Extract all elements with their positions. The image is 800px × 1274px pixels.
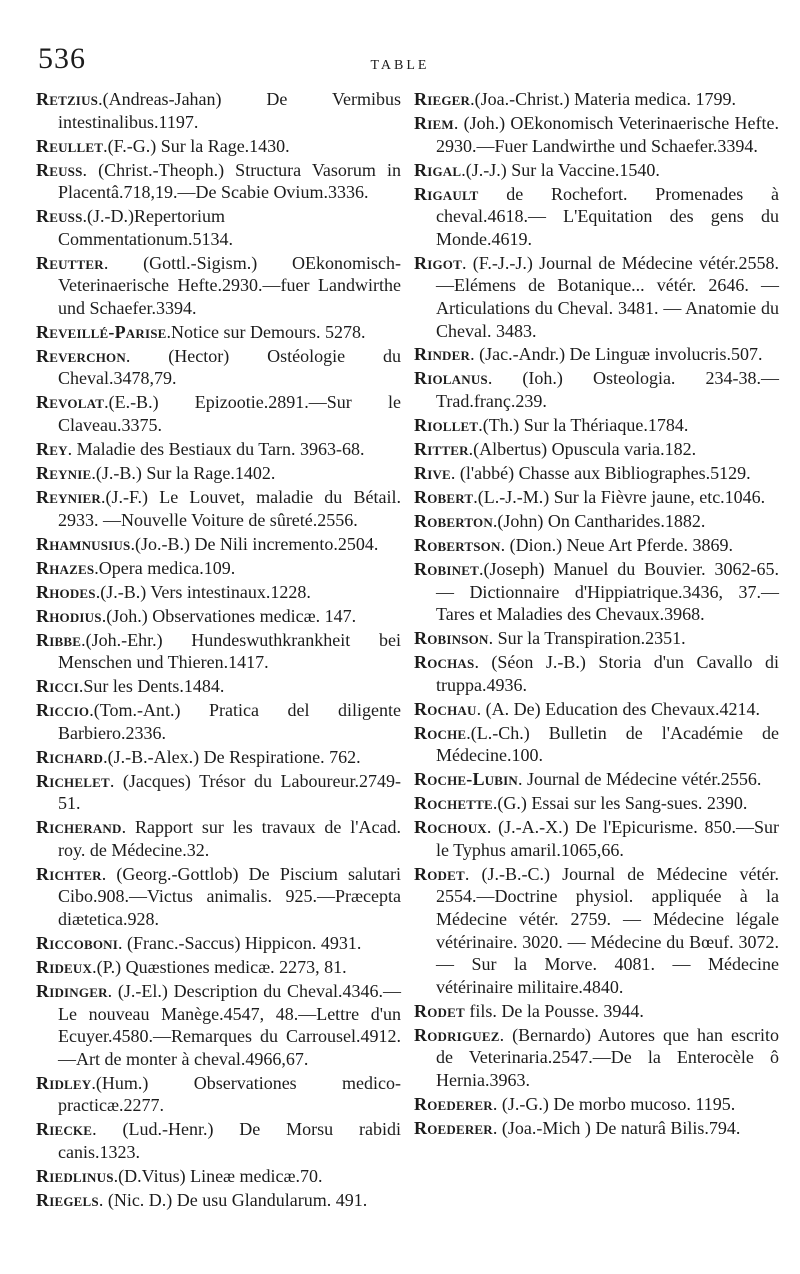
index-entry [414,112,779,157]
entry-text: . (F.-J.-J.) Journal de Médecine vétér.2558.—Elémens de Botanique... vétér. 2646. —Articulations du Cheval. 3481. — Anatomie du Cheval. 3483. [436,252,779,341]
entry-text: .(E.-B.) Epizootie.2891.—Sur le Claveau.3375. [58,392,401,436]
entry-name: Rodriguez [414,1024,500,1045]
index-entry [36,557,401,580]
entry-text: .(Albertus) Opuscula varia.182. [468,439,697,460]
index-entry [36,932,401,955]
entry-text: . (Joh.) OEkonomisch Veterinaerische Hefte. 2930.—Fuer Landwirthe und Schaefer.3394. [436,112,779,156]
entry-name: Roederer [414,1093,493,1114]
entry-text: . (Hector) Ostéologie du Cheval.3478,79. [58,345,401,389]
entry-name: Roche-Lubin [414,769,518,790]
index-entry [414,159,779,182]
entry-text: . (A. De) Education des Chevaux.4214. [476,698,761,719]
index-entry [36,1072,401,1117]
entry-name: Revolat [36,392,105,413]
index-entry [414,252,779,342]
index-entry [36,956,401,979]
entry-name: Robert [414,487,474,507]
entry-text: .(J.-B.) Vers intestinaux.1228. [95,581,311,602]
index-column-right [414,88,779,1141]
entry-text: .(J.-B.) Sur la Rage.1402. [91,463,276,484]
entry-text: fils. De la Pousse. 3944. [464,1000,644,1021]
entry-name: Rodet [414,1000,465,1021]
index-entry [36,1189,401,1212]
index-entry [414,183,779,251]
entry-text: . (J.-El.) Description du Cheval.4346.—Le nouveau Manège.4547, 48.—Lettre d'un Ecuyer.4580.—Remarques du Carrousel.4912.—Art de monter à cheval.4966,67. [58,980,401,1069]
entry-name: Richard [36,746,104,767]
entry-text: . (Ioh.) Osteologia. 234-38.— Trad.franç.239. [436,368,779,412]
entry-name: Roederer [414,1117,493,1138]
entry-name: Riccoboni [36,932,118,953]
entry-text: .(P.) Quæstiones medicæ. 2273, 81. [92,956,347,977]
entry-text: .(Jo.-B.) De Nili incremento.2504. [130,533,379,554]
entry-name: Rieger [414,89,471,109]
index-entry [36,816,401,861]
index-entry [36,863,401,931]
entry-text: . (Dion.) Neue Art Pferde. 3869. [500,534,734,555]
entry-text: .(Joseph) Manuel du Bouvier. 3062-65.— Dictionnaire d'Hippiatrique.3436, 37.— Tares et Maladies des Chevaux.3968. [436,558,779,625]
entry-name: Ridley [36,1072,92,1093]
index-column-left [36,88,401,1213]
index-entry [414,558,779,626]
entry-name: Rochas [414,652,475,673]
entry-text: . (Jac.-Andr.) De Linguæ involucris.507. [470,344,763,365]
entry-text: .(J.-F.) Le Louvet, maladie du Bétail. 2933. —Nouvelle Voiture de sûreté.2556. [58,487,401,530]
entry-text: .(F.-G.) Sur la Rage.1430. [103,135,290,156]
entry-name: Riegels [36,1189,99,1210]
entry-text: . (J.-B.-C.) Journal de Médecine vétér. 2554.—Doctrine physiol. appliquée à la Médecine vétér. 2759. — Médecine légale vétérinaire. 3020. — Médecine du Bœuf. 3072.— Sur la Morve. 4081. — Médecine vétérinaire militaire.4840. [436,863,779,997]
entry-text: .(John) On Cantharides.1882. [492,510,706,531]
index-entry [36,1118,401,1163]
entry-text: . (J.-A.-X.) De l'Epicurisme. 850.—Sur le Typhus amaril.1065,66. [436,817,779,860]
index-entry [414,88,779,111]
index-entry [36,581,401,604]
index-entry [36,321,401,344]
index-entry [36,746,401,769]
index-entry [414,462,779,485]
index-entry [414,486,779,509]
entry-text: . (Lud.-Henr.) De Morsu rabidi canis.1323. [58,1119,401,1162]
index-entry [36,486,401,531]
entry-name: Rhodius [36,605,102,626]
entry-name: Robinson [414,628,489,649]
index-entry [36,980,401,1070]
entry-text: . Maladie des Bestiaux du Tarn. 3963-68. [67,439,365,460]
entry-text: . (Georg.-Gottlob) De Piscium salutari Cibo.908.—Victus animalis. 925.—Præcepta diætetica.928. [58,863,401,929]
entry-text: . (Gottl.-Sigism.) OEkonomisch-Veterinaerische Hefte.2930.—fuer Landwirthe und Schaefer.3394. [58,252,401,318]
entry-text: . (Séon J.-B.) Storia d'un Cavallo di truppa.4936. [436,652,779,695]
entry-name: Rive [414,463,451,484]
index-entry [414,816,779,861]
entry-text: . Sur la Transpiration.2351. [488,628,686,649]
entry-name: Robertson [414,534,501,555]
entry-name: Rochoux [414,817,487,838]
entry-text: .(D.Vitus) Lineæ medicæ.70. [113,1165,323,1186]
entry-name: Riollet [414,415,479,436]
index-entry [36,252,401,320]
index-entry [414,768,779,791]
entry-text: .(Hum.) Observationes medico-practicæ.2277. [58,1072,401,1116]
entry-name: Ricci [36,676,79,697]
entry-name: Reutter [36,252,104,273]
entry-text: .(Joa.-Christ.) Materia medica. 1799. [470,89,737,109]
index-entry [36,135,401,158]
entry-name: Reverchon [36,345,126,366]
entry-name: Rideux [36,956,93,977]
entry-name: Reuss [36,159,83,180]
index-entry [36,605,401,628]
index-entry [36,88,401,133]
index-entry [36,205,401,250]
entry-text: .(L.-J.-M.) Sur la Fièvre jaune, etc.1046. [473,487,766,507]
index-entry [414,863,779,999]
index-entry [414,1117,779,1140]
entry-name: Reuss [36,206,83,227]
entry-text: .(Th.) Sur la Thériaque.1784. [478,415,689,436]
entry-name: Rigot [414,252,462,273]
index-entry [36,675,401,698]
entry-text: .(Joh.) Observationes medicæ. 147. [101,605,357,626]
entry-text: . (Franc.-Saccus) Hippicon. 4931. [117,932,362,953]
entry-text: . (Joa.-Mich ) De naturâ Bilis.794. [492,1117,741,1138]
entry-name: Reynie [36,463,92,484]
entry-text: .Notice sur Demours. 5278. [166,321,366,342]
index-entry [414,698,779,721]
entry-name: Ritter [414,439,469,460]
entry-name: Riecke [36,1119,93,1140]
index-entry [36,629,401,674]
index-entry [36,462,401,485]
index-entry [414,627,779,650]
index-entry [414,414,779,437]
entry-name: Reynier [36,487,101,507]
entry-name: Reullet [36,135,104,156]
entry-text: .(L.-Ch.) Bulletin de l'Académie de Médecine.100. [436,722,779,766]
entry-name: Rinder [414,344,471,365]
entry-text: . (Christ.-Theoph.) Structura Vasorum in Placentâ.718,19.—De Scabie Ovium.3336. [58,159,401,203]
entry-name: Richelet [36,770,110,791]
entry-text: . Journal de Médecine vétér.2556. [518,769,762,790]
entry-name: Rodet [414,863,465,884]
running-head: TABLE [370,58,430,73]
entry-text: .(Andreas-Jahan) De Vermibus intestinalibus.1197. [58,89,401,132]
entry-text: . (J.-G.) De morbo mucoso. 1195. [492,1093,736,1114]
entry-name: Riem [414,112,454,133]
index-entry [36,391,401,436]
entry-text: . (Bernardo) Autores que han escrito de Veterinaria.2547.—De la Enterocèle ô Hernia.3963. [436,1024,779,1090]
entry-name: Rochau [414,698,477,719]
index-entry [414,1024,779,1092]
entry-text: .(J.-B.-Alex.) De Respiratione. 762. [103,746,361,767]
entry-name: Rhazes [36,557,95,578]
entry-name: Roche [414,722,467,743]
entry-text: . (Jacques) Trésor du Laboureur.2749-51. [58,770,401,814]
index-entry [414,1000,779,1023]
index-entry [36,1165,401,1188]
entry-name: Riolanus [414,368,488,389]
index-entry [414,722,779,767]
page-number: 536 [38,42,86,75]
entry-text: . (l'abbé) Chasse aux Bibliographes.5129. [450,463,751,484]
entry-text: . Rapport sur les travaux de l'Acad. roy. de Médecine.32. [58,817,401,860]
index-entry [36,770,401,815]
entry-text: .(Joh.-Ehr.) Hundeswuthkrankheit bei Menschen und Thieren.1417. [58,629,401,673]
entry-text: .(Tom.-Ant.) Pratica del diligente Barbiero.2336. [58,700,401,743]
entry-name: Reveillé-Parise [36,321,167,342]
index-entry [36,699,401,744]
entry-name: Riedlinus [36,1165,114,1186]
entry-name: Retzius [36,89,99,109]
entry-name: Richter [36,863,102,884]
entry-name: Richerand [36,817,122,838]
entry-name: Rhamnusius [36,533,131,554]
entry-text: .(J.-D.)Repertorium Commentationum.5134. [58,206,233,249]
entry-name: Roberton [414,510,493,531]
entry-name: Robinet [414,558,479,579]
index-entry [414,438,779,461]
index-entry [414,792,779,815]
index-entry [414,367,779,412]
entry-name: Rey [36,439,68,460]
index-entry [36,438,401,461]
entry-text: de Rochefort. Promenades à cheval.4618.— L'Equitation des gens du Monde.4619. [436,183,779,249]
entry-name: Rigal [414,159,462,180]
entry-name: Rigault [414,183,479,204]
entry-name: Rochette [414,793,493,814]
index-entry [414,1093,779,1116]
index-entry [414,534,779,557]
index-entry [36,159,401,204]
index-entry [414,343,779,366]
entry-text: .Sur les Dents.1484. [78,676,225,697]
entry-name: Ribbe [36,629,82,650]
entry-name: Rhodes [36,581,96,602]
index-entry [414,510,779,533]
entry-text: .Opera medica.109. [94,557,236,578]
index-entry [36,533,401,556]
index-entry [414,651,779,696]
entry-text: .(J.-J.) Sur la Vaccine.1540. [461,159,660,180]
index-entry [36,345,401,390]
entry-name: Ridinger [36,980,108,1001]
entry-name: Riccio [36,700,90,721]
entry-text: .(G.) Essai sur les Sang-sues. 2390. [492,793,748,814]
entry-text: . (Nic. D.) De usu Glandularum. 491. [98,1189,368,1210]
